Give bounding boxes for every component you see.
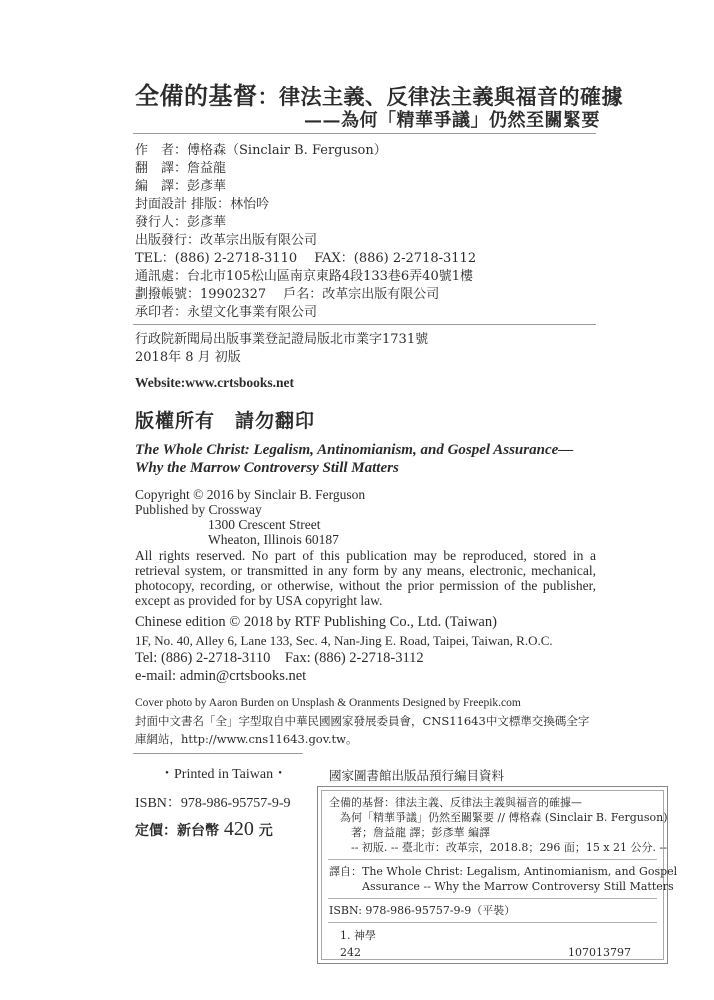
credit-line: 作 者：傅格森（Sinclair B. Ferguson） [135, 143, 387, 158]
rights-statement: All rights reserved. No part of this publication may be reproduced, stored in a retrieval system, or transmitted in any form by any means, electronic, mechanical, photocopy, recording, or otherwise, without the prior permission of the publisher, except as provided for by USA copyright law. [135, 548, 596, 608]
credit-line: 劃撥帳號：19902327 戶名：改革宗出版有限公司 [135, 287, 440, 302]
edition-line: 2018年 8 月 初版 [135, 350, 241, 365]
cip-divider [328, 898, 657, 899]
price-value: 420 [223, 818, 254, 840]
book-subtitle: ——為何「精華爭議」仍然至關緊要 [304, 110, 600, 131]
cip-translated-from: Assurance -- Why the Marrow Controversy Still Matters [329, 880, 674, 893]
credit-line: 出版發行：改革宗出版有限公司 [135, 233, 318, 248]
chinese-edition-line: Chinese edition © 2018 by RTF Publishing Co., Ltd. (Taiwan) [135, 614, 497, 630]
book-title-main: 全備的基督 [135, 81, 258, 110]
font-credit-url: 庫網站，http://www.cns11643.gov.tw。 [135, 732, 358, 746]
chinese-edition-address: 1F, No. 40, Alley 6, Lane 133, Sec. 4, Nan-Jing E. Road, Taipei, Taiwan, R.O.C. [135, 633, 553, 648]
price [135, 818, 273, 841]
cip-inner-frame [321, 790, 678, 960]
cip-record [317, 786, 678, 964]
english-title: The Whole Christ: Legalism, Antinomianism, and Gospel Assurance— Why the Marrow Controversy Still Matters [135, 442, 574, 476]
printed-in-taiwan: ・Printed in Taiwan・ [160, 767, 288, 782]
isbn: ISBN：978-986-95757-9-9 [135, 796, 291, 811]
website-link[interactable]: Website:www.crtsbooks.net [135, 375, 294, 390]
cip-line: 著；詹益龍 譯；彭彥華 編譯 [329, 826, 490, 839]
publisher-address: 1300 Crescent Street [208, 517, 321, 532]
cip-line: 全備的基督：律法主義、反律法主義與福音的確據— [329, 796, 582, 809]
price-label: 定價：新台幣 [135, 823, 219, 839]
credit-line: 承印者：永望文化事業有限公司 [135, 305, 318, 320]
credit-line: 封面設計 排版：林怡吟 [135, 197, 270, 212]
chinese-edition-email: e-mail: admin@crtsbooks.net [135, 668, 307, 684]
credit-line: 翻 譯：詹益龍 [135, 161, 227, 176]
divider [133, 753, 303, 754]
cip-translated-from: 譯自：The Whole Christ: Legalism, Antinomianism, and Gospel [329, 865, 678, 878]
divider [133, 324, 596, 325]
publisher-line: Published by Crossway [135, 502, 262, 517]
cover-credit: Cover photo by Aaron Burden on Unsplash & Oranments Designed by Freepik.com [135, 697, 521, 709]
cip-divider [328, 922, 657, 923]
cip-divider [328, 859, 657, 860]
credit-line: TEL：(886) 2-2718-3110 FAX：(886) 2-2718-3112 [135, 251, 477, 266]
price-unit: 元 [258, 823, 273, 839]
credit-line: 發行人：彭彥華 [135, 215, 227, 230]
copyright-line: Copyright © 2016 by Sinclair B. Ferguson [135, 487, 366, 502]
credit-line: 編 譯：彭彥華 [135, 179, 227, 194]
copyright-heading: 版權所有 請勿翻印 [135, 410, 316, 432]
cip-line: 為何「精華爭議」仍然至關緊要 // 傅格森 (Sinclair B. Ferguson) [329, 811, 668, 824]
cip-subject: 1. 神學 [340, 929, 376, 942]
font-credit: 封面中文書名「全」字型取自中華民國國家發展委員會，CNS11643中文標準交換碼全字 [135, 714, 590, 728]
cip-record-number: 107013797 [568, 946, 631, 959]
cip-line: -- 初版. -- 臺北市：改革宗，2018.8；296 面；15 x 21 公分. -- [329, 841, 667, 854]
cip-isbn: ISBN: 978-986-95757-9-9（平裝） [329, 904, 516, 917]
book-title-rest: ：律法主義、反律法主義與福音的確據 [257, 84, 623, 109]
chinese-edition-phone: Tel: (886) 2-2718-3110 Fax: (886) 2-2718-3112 [135, 650, 424, 666]
publisher-city: Wheaton, Illinois 60187 [208, 532, 339, 547]
credit-line: 通訊處：台北市105松山區南京東路4段133巷6弄40號1樓 [135, 269, 473, 284]
cip-class-number: 242 [340, 946, 361, 959]
divider [133, 133, 596, 134]
cip-heading: 國家圖書館出版品預行編目資料 [329, 768, 505, 783]
registration-line: 行政院新聞局出版事業登記證局版北市業字1731號 [135, 332, 429, 347]
